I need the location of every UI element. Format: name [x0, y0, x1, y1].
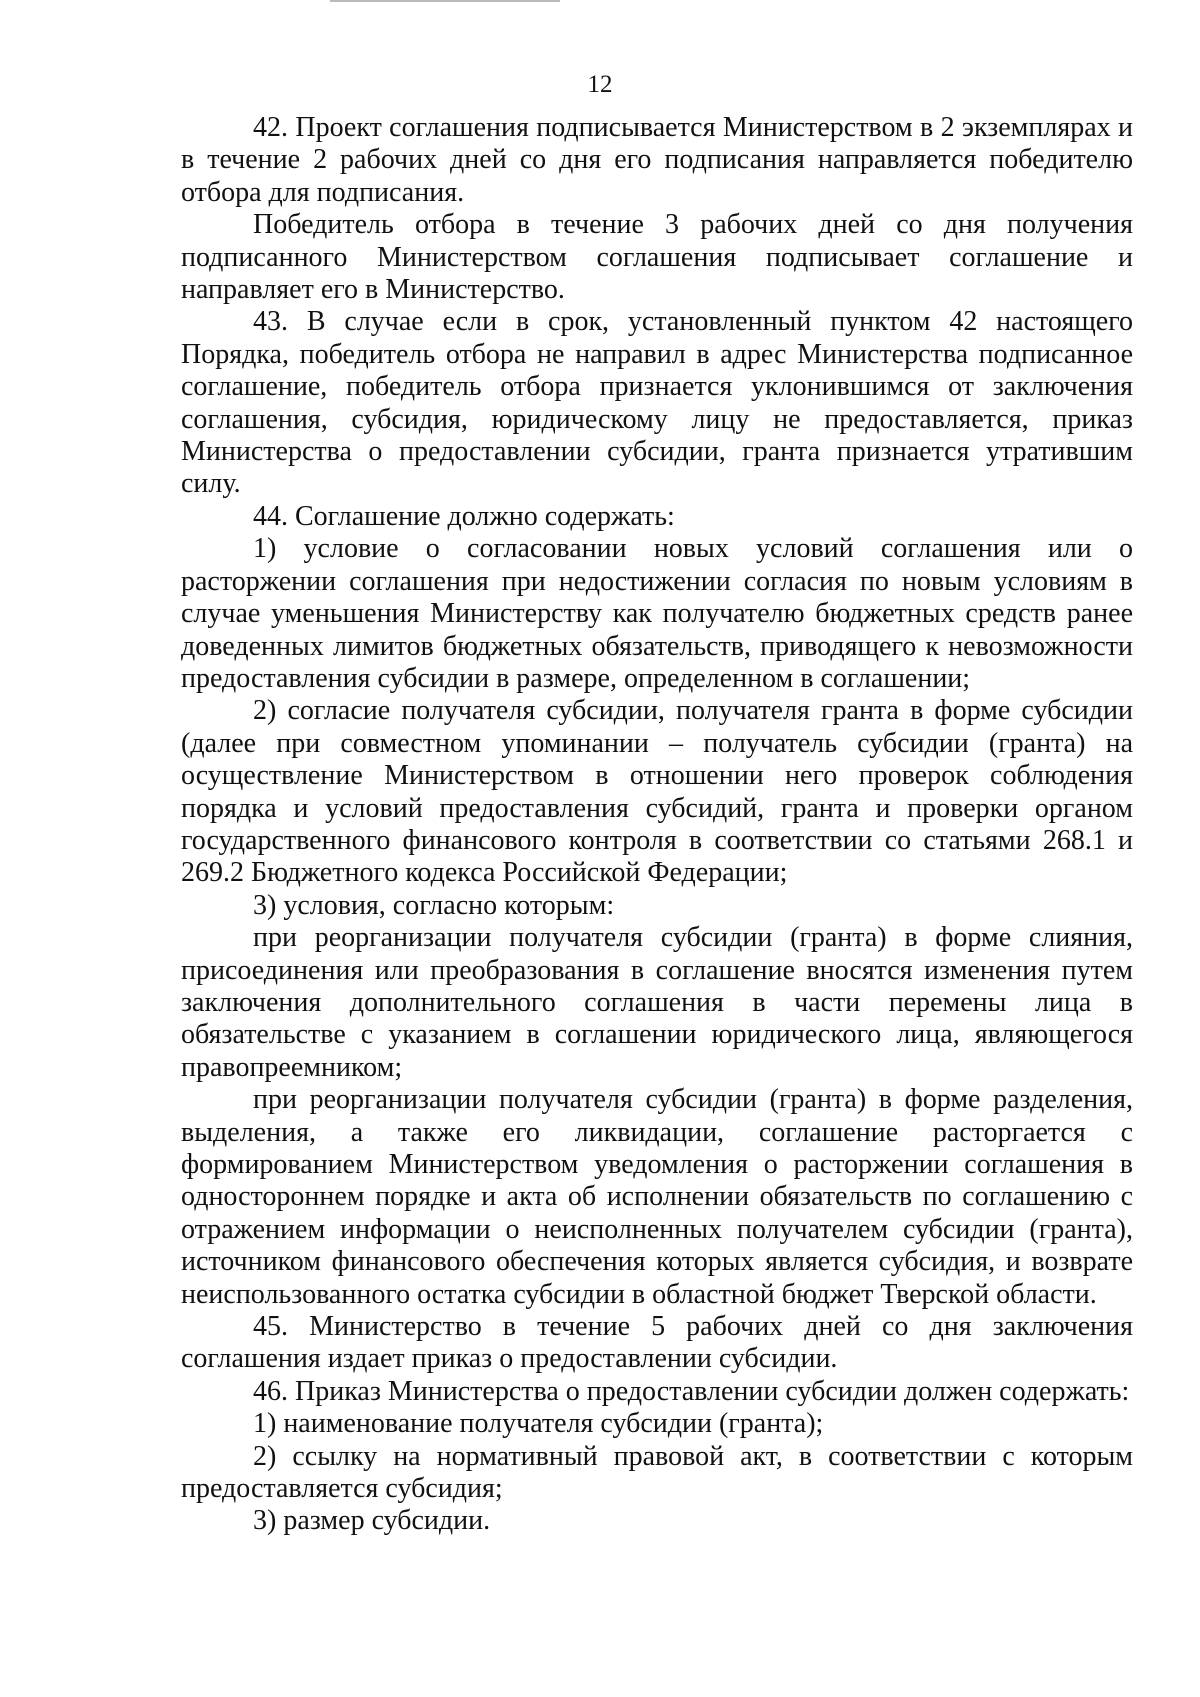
paragraph-45: 45. Министерство в течение 5 рабочих дней со дня заключения соглашения издает приказ о предоставлении субсидии.	[181, 1311, 1133, 1375]
scan-edge-mark	[500, 0, 560, 2]
paragraph-44-item-1: 1) условие о согласовании новых условий соглашения или о расторжении соглашения при недостижении согласия по новым условиям в случае уменьшения Министерству как получателю бюджетных средств ранее доведенных лимитов бюджетных обязательств, приводящего к невозможности предоставления субсидии в размере, определенном в соглашении;	[181, 533, 1133, 694]
paragraph-44-item-2: 2) согласие получателя субсидии, получателя гранта в форме субсидии (далее при совместном упоминании – получатель субсидии (гранта) на осуществление Министерством в отношении него проверок соблюдения порядка и условий предоставления субсидий, гранта и проверки органом государственного финансового контроля в соответствии со статьями 268.1 и 269.2 Бюджетного кодекса Российской Федерации;	[181, 695, 1133, 889]
paragraph-46: 46. Приказ Министерства о предоставлении субсидии должен содержать:	[253, 1375, 1130, 1407]
paragraph-44-item-3-division: при реорганизации получателя субсидии (гранта) в форме разделения, выделения, а также его ликвидации, соглашение расторгается с формированием Министерством уведомления о расторжении соглашения в одностороннем порядке и акта об исполнении обязательств по соглашению с отражением информации о неисполненных получателем субсидии (гранта), источником финансового обеспечения которых является субсидия, и возврате неиспользованного остатка субсидии в областной бюджет Тверской области.	[181, 1084, 1133, 1310]
scan-edge-mark	[330, 0, 500, 2]
paragraph-44-item-3-merger: при реорганизации получателя субсидии (гранта) в форме слияния, присоединения или преобразования в соглашение вносятся изменения путем заключения дополнительного соглашения в части перемены лица в обязательстве с указанием в соглашении юридического лица, являющегося правопреемником;	[181, 922, 1133, 1083]
paragraph-42: 42. Проект соглашения подписывается Министерством в 2 экземплярах и в течение 2 рабочих дней со дня его подписания направляется победителю отбора для подписания.	[181, 112, 1133, 208]
paragraph-46-item-2: 2) ссылку на нормативный правовой акт, в соответствии с которым предоставляется субсидия;	[181, 1440, 1133, 1505]
paragraph-44: 44. Соглашение должно содержать:	[253, 500, 675, 532]
page-number: 12	[587, 71, 613, 98]
paragraph-42-continued: Победитель отбора в течение 3 рабочих дней со дня получения подписанного Министерством соглашения подписывает соглашение и направляет его в Министерство.	[181, 209, 1133, 306]
document-body	[181, 112, 1133, 1538]
paragraph-44-item-3: 3) условия, согласно которым:	[253, 889, 615, 921]
paragraph-43: 43. В случае если в срок, установленный пунктом 42 настоящего Порядка, победитель отбора не направил в адрес Министерства подписанное соглашение, победитель отбора признается уклонившимся от заключения соглашения, субсидия, юридическому лицу не предоставляется, приказ Министерства о предоставлении субсидии, гранта признается утратившим силу.	[181, 306, 1133, 500]
paragraph-46-item-3: 3) размер субсидии.	[253, 1505, 491, 1537]
paragraph-46-item-1: 1) наименование получателя субсидии (гранта);	[253, 1408, 824, 1440]
